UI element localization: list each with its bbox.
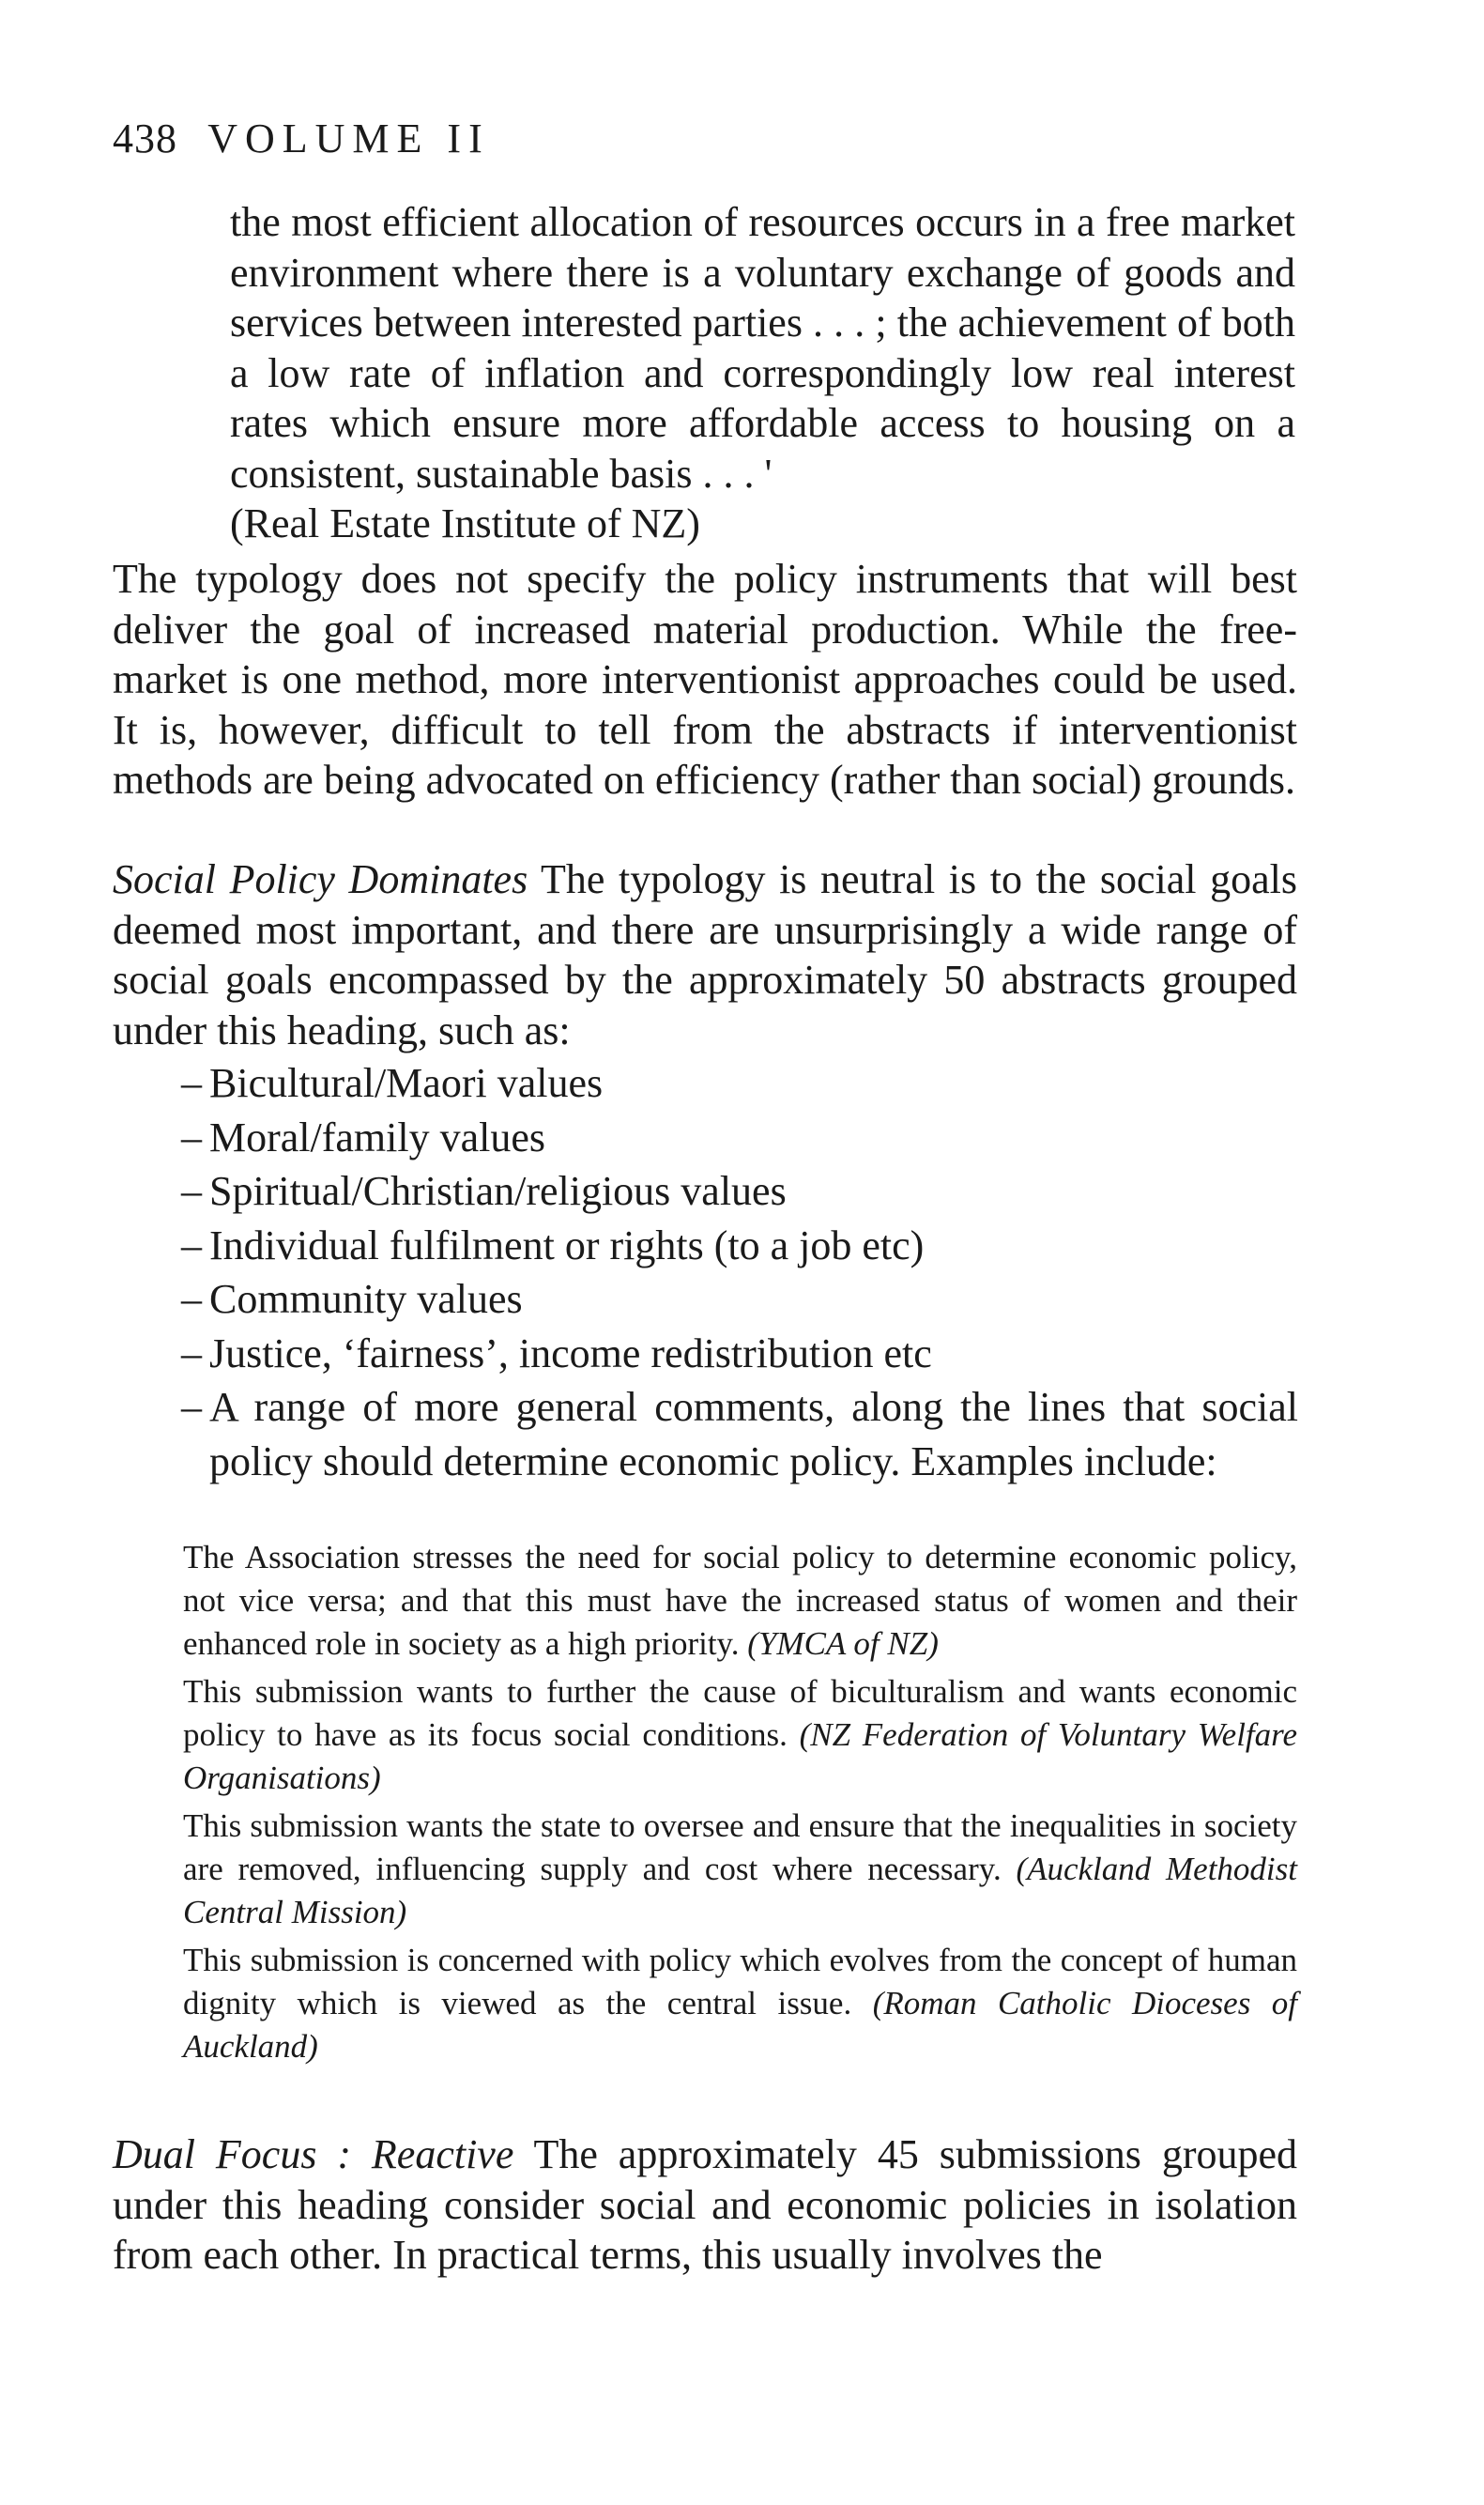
- block-quote: [230, 197, 1295, 549]
- paragraph-text: The approximately 45 submissions grouped under this heading consider social and economic policies in isolation from each other. In practical terms, this usually involves the: [113, 2131, 1297, 2278]
- bullet-dash: –: [181, 1329, 202, 1376]
- bullet-dash: –: [181, 1114, 202, 1160]
- paragraph-dual-focus: [113, 2129, 1297, 2281]
- paragraph-social-policy: [113, 854, 1297, 1055]
- list-item: – A range of more general comments, along the lines that social policy should determine economic policy. Examples include:: [181, 1380, 1298, 1488]
- example-quote: This submission is concerned with policy which evolves from the concept of human dignity which is viewed as the central issue. (Roman Catholic Dioceses of Auckland): [183, 1942, 1297, 2065]
- example-citation: (YMCA of NZ): [747, 1625, 939, 1662]
- paragraph-typology: The typology does not specify the policy instruments that will best deliver the goal of increased material production. While the free-market is one method, more interventionist approaches could be used. It is, however, difficult to tell from the abstracts if interventionist methods are being advocated on efficiency (rather than social) grounds.: [113, 556, 1297, 803]
- example-citation: (Auckland Methodist Central Mission): [183, 1851, 1297, 1930]
- example-citation: (Roman Catholic Dioceses of Auckland): [183, 1985, 1297, 2065]
- list-item: – Moral/family values: [181, 1111, 1298, 1165]
- quote-text: the most efficient allocation of resources occurs in a free market environment where there is a voluntary exchange of goods and services between interested parties . . . ; the achievement of both a low rate of inflation and correspondingly low real interest rates which ensure more affordable access to housing on a consistent, sustainable basis . . . ': [230, 199, 1295, 497]
- example-quote: The Association stresses the need for social policy to determine economic policy, not vice versa; and that this must have the increased status of women and their enhanced role in society as a high priority. (YMCA of NZ): [183, 1539, 1297, 1662]
- bullet-dash: –: [181, 1168, 202, 1214]
- running-header: [113, 115, 490, 162]
- social-goals-list: [181, 1056, 1298, 1488]
- paragraph-text: The typology is neutral is to the social goals deemed most important, and there are unsurprisingly a wide range of social goals encompassed by the approximately 50 abstracts grouped under this heading, such as:: [113, 856, 1298, 1053]
- example-quote: This submission wants the state to oversee and ensure that the inequalities in society are removed, influencing supply and cost where necessary. (Auckland Methodist Central Mission): [183, 1807, 1297, 1930]
- quote-attribution: (Real Estate Institute of NZ): [230, 500, 700, 546]
- list-item: – Community values: [181, 1272, 1298, 1327]
- example-citation: (NZ Federation of Voluntary Welfare Organisations): [183, 1716, 1298, 1796]
- bullet-dash: –: [181, 1222, 202, 1268]
- page-number: 438: [113, 115, 177, 161]
- examples-block: [183, 1536, 1297, 2073]
- list-item: – Individual fulfilment or rights (to a job etc): [181, 1219, 1298, 1273]
- section-lead-social-policy: Social Policy Dominates: [113, 856, 528, 902]
- section-lead-dual-focus: Dual Focus : Reactive: [113, 2131, 514, 2177]
- list-item: – Spiritual/Christian/religious values: [181, 1164, 1298, 1219]
- example-quote: This submission wants to further the cause of biculturalism and wants economic policy to have as its focus social conditions. (NZ Federation of Voluntary Welfare Organisations): [183, 1673, 1298, 1796]
- bullet-dash: –: [181, 1384, 202, 1430]
- list-item: – Bicultural/Maori values: [181, 1056, 1298, 1111]
- bullet-dash: –: [181, 1060, 202, 1106]
- volume-label: VOLUME II: [207, 115, 490, 161]
- list-item: – Justice, ‘fairness’, income redistribution etc: [181, 1327, 1298, 1381]
- bullet-dash: –: [181, 1276, 202, 1322]
